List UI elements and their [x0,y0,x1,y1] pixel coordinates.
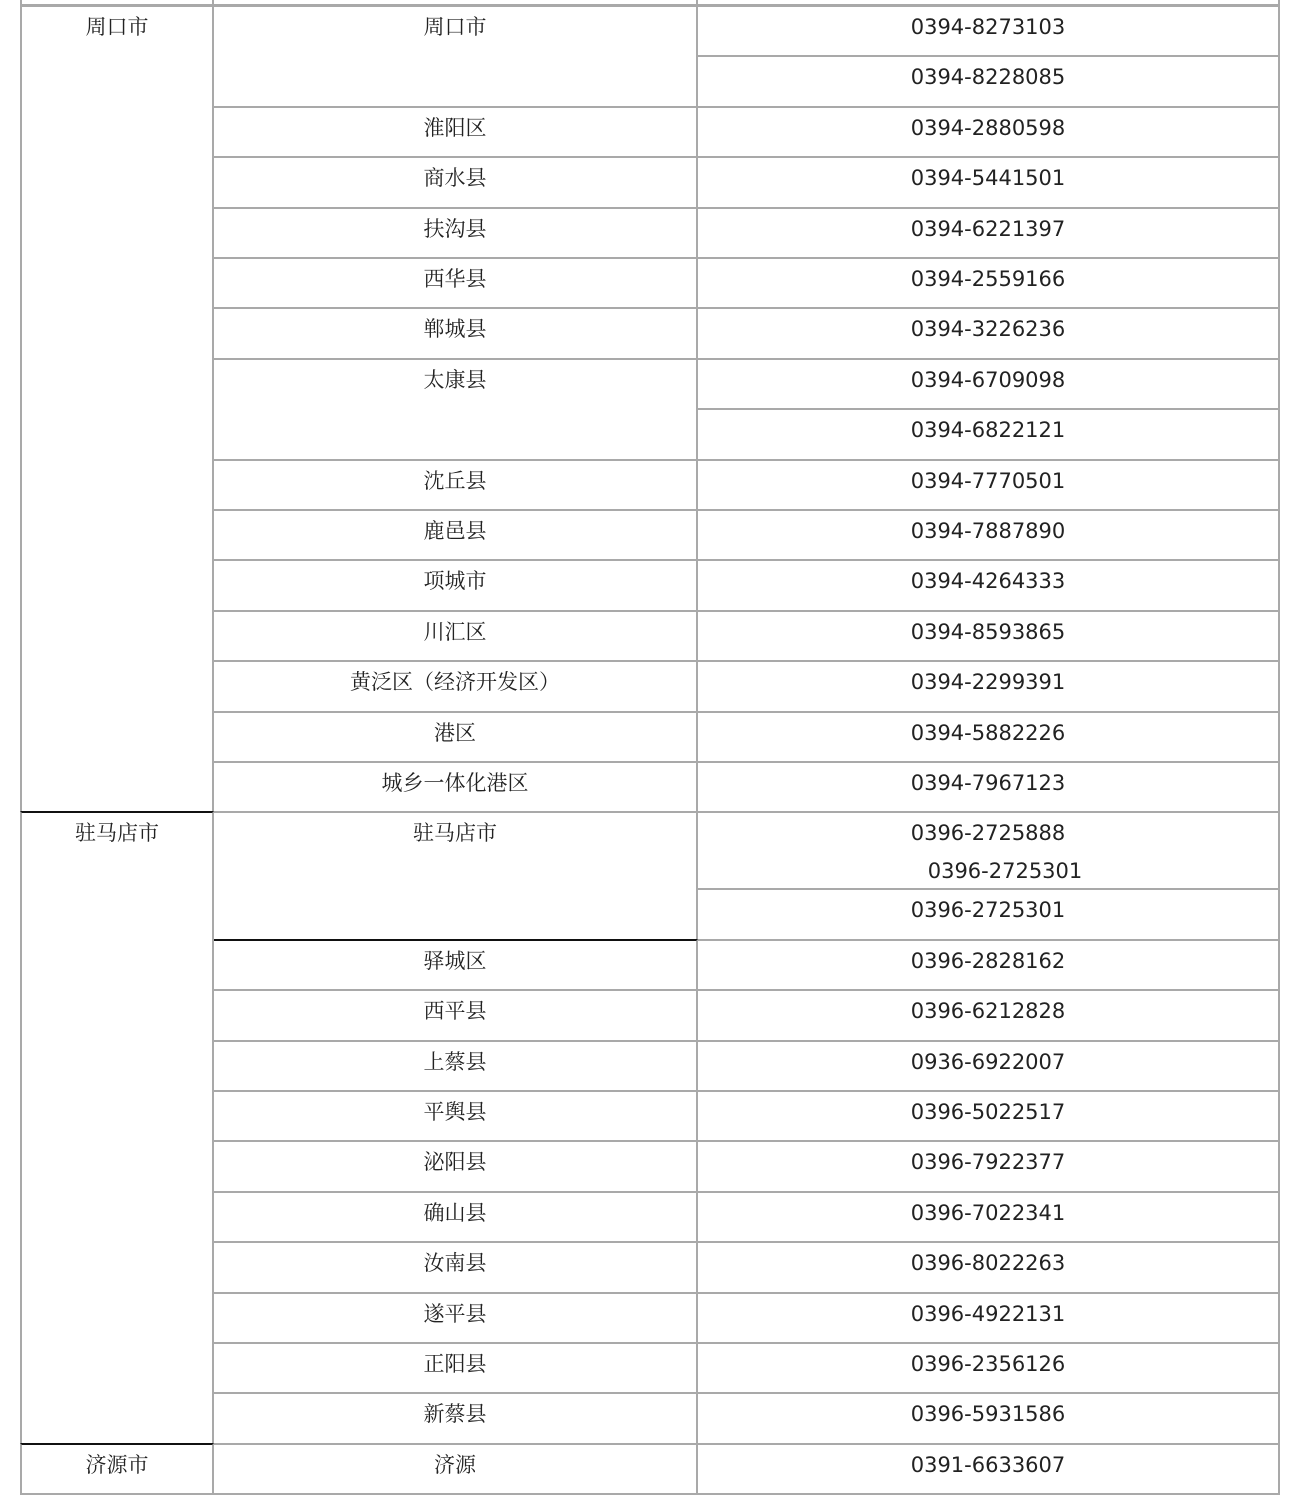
phone-cell [696,660,1280,712]
district-cell-text: 鹿邑县 [423,519,487,543]
phone-cell [696,307,1280,359]
phone-cell [696,1191,1280,1243]
phone-cell-text: 0396-2725301 [910,898,1066,923]
district-cell-text: 西平县 [423,999,487,1024]
phone-cell-text: 0396-2725888 [910,821,1066,846]
district-cell-text: 平舆县 [423,1100,487,1124]
phone-cell-text: 0394-5441501 [910,166,1066,191]
phone-cell-text: 0394-6709098 [910,367,1066,392]
district-cell-text: 黄泛区（经济开发区） [350,670,560,695]
district-cell [212,761,698,813]
district-cell [212,939,698,991]
district-cell-text: 港区 [434,720,476,745]
phone-cell [696,1140,1280,1192]
district-cell-text: 项城市 [423,569,487,594]
district-cell-text: 郸城县 [423,317,487,342]
phone-cell [696,1090,1280,1142]
phone-cell-text: 0394-8273103 [910,15,1066,39]
phone-cell-text: 0394-6221397 [910,216,1066,241]
phone-cell [696,509,1280,561]
district-cell [212,459,698,511]
district-cell-text: 正阳县 [423,1352,487,1376]
district-cell-text: 扶沟县 [423,216,487,241]
phone-cell-text: 0394-8593865 [910,619,1066,644]
district-cell [212,1292,698,1344]
phone-cell [696,156,1280,208]
phone-cell [696,888,1280,940]
district-cell [212,5,698,108]
district-cell [212,207,698,259]
phone-cell-text: 0394-2880598 [910,115,1066,140]
phone-cell-text: 0394-5882226 [910,720,1066,745]
district-cell [212,1392,698,1444]
district-cell-text: 太康县 [423,367,487,392]
district-cell-text: 上蔡县 [423,1049,487,1074]
district-cell-text: 遂平县 [423,1301,487,1326]
phone-cell [696,408,1280,460]
district-cell-text: 驿城区 [423,948,487,973]
phone-cell-text: 0396-4922131 [910,1301,1066,1326]
district-cell [212,106,698,158]
district-cell [212,307,698,359]
district-cell [212,1140,698,1192]
phone-cell [696,610,1280,662]
district-cell [212,257,698,309]
phone-cell [696,989,1280,1041]
district-cell-text: 汝南县 [423,1251,487,1276]
phone-cell [696,761,1280,813]
district-cell-text: 新蔡县 [423,1402,487,1427]
city-cell [20,5,214,813]
phone-cell [696,207,1280,259]
phone-cell-text: 0396-5931586 [910,1402,1066,1427]
phone-cell-text: 0394-2299391 [910,670,1066,695]
district-cell-text: 川汇区 [423,619,487,644]
phone-cell [696,1292,1280,1344]
district-cell-text: 城乡一体化港区 [381,771,529,795]
phone-cell-text: 0936-6922007 [910,1049,1066,1074]
district-cell-text: 驻马店市 [413,821,497,846]
district-cell [212,811,698,940]
district-cell [212,660,698,712]
district-cell [212,1191,698,1243]
phone-cell [696,257,1280,309]
district-cell [212,989,698,1041]
phone-cell [696,1241,1280,1293]
district-cell [212,358,698,461]
city-cell [20,1443,214,1495]
phone-cell-text: 0394-3226236 [910,317,1066,342]
phone-cell [696,358,1280,410]
phone-cell-text: 0394-4264333 [910,569,1066,594]
district-cell-text: 淮阳区 [423,115,487,140]
district-cell-text: 沈丘县 [423,468,487,493]
district-cell-text: 西华县 [423,267,487,291]
district-cell [212,559,698,611]
phone-cell [696,1443,1280,1495]
phone-cell-text: 0394-6822121 [910,418,1066,443]
district-cell [212,1090,698,1142]
phone-cell-text: 0396-7022341 [910,1200,1066,1225]
phone-cell-text: 0394-2559166 [910,267,1066,291]
city-cell-text: 周口市 [85,15,149,39]
phone-cell [696,559,1280,611]
district-cell [212,1040,698,1092]
phone-cell-text: 0394-8228085 [910,65,1066,90]
phone-cell [696,1392,1280,1444]
phone-cell [696,55,1280,107]
phone-cell [696,939,1280,991]
district-cell [212,509,698,561]
phone-cell [696,1342,1280,1394]
district-cell [212,156,698,208]
phone-cell-text: 0394-7887890 [910,519,1066,543]
city-cell [20,811,214,1444]
phone-cell-text: 0396-7922377 [910,1150,1066,1175]
district-cell [212,1241,698,1293]
phone-cell-text: 0396-8022263 [910,1251,1066,1276]
phone-cell-text: 0396-5022517 [910,1100,1066,1124]
city-cell-text: 驻马店市 [75,821,159,846]
district-cell [212,711,698,763]
phone-cell [696,459,1280,511]
phone-cell-text: 0396-2725301 [927,859,1083,884]
district-cell [212,610,698,662]
district-cell-text: 确山县 [423,1200,487,1225]
city-cell-text: 济源市 [85,1452,149,1477]
phone-cell-text: 0396-6212828 [910,999,1066,1024]
phone-cell-text: 0396-2356126 [910,1352,1066,1376]
district-cell-text: 商水县 [423,166,487,191]
district-cell-text: 泌阳县 [423,1150,487,1175]
phone-cell [696,1040,1280,1092]
district-cell [212,1342,698,1394]
district-cell-text: 济源 [434,1452,476,1477]
phone-cell [696,5,1280,57]
phone-cell [696,106,1280,158]
district-cell-text: 周口市 [423,15,487,39]
district-cell [212,1443,698,1495]
phone-cell-text: 0391-6633607 [910,1452,1066,1477]
phone-cell-text: 0394-7967123 [910,771,1066,795]
phone-cell [696,711,1280,763]
phone-cell-text: 0396-2828162 [910,948,1066,973]
phone-cell-text: 0394-7770501 [910,468,1066,493]
phone-cell [696,811,1280,890]
